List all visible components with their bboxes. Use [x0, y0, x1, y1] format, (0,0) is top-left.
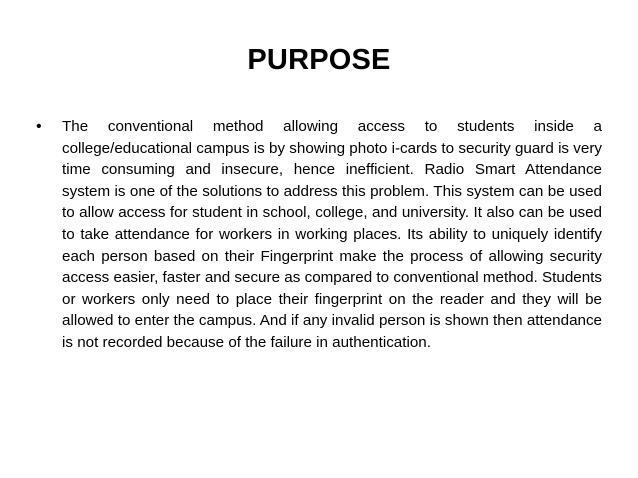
bullet-list	[36, 116, 602, 354]
bullet-text: The conventional method allowing access to students inside a college/educational campus is by showing photo i-cards to security guard is very time consuming and insecure, hence inefficient. Radio Smart Attendance system is one of the solutions to address this problem. This system can be used to allow access for student in school, college, and university. It also can be used to take attendance for workers in working places. Its ability to uniquely identify each person based on their Fingerprint make the process of allowing security access easier, faster and secure as compared to conventional method. Students or workers only need to place their fingerprint on the reader and they will be allowed to enter the campus. And if any invalid person is shown then attendance is not recorded because of the failure in authentication.	[62, 118, 602, 351]
bullet-marker: •	[36, 118, 42, 135]
slide-title: PURPOSE	[247, 44, 391, 76]
bullet-item	[36, 116, 602, 354]
